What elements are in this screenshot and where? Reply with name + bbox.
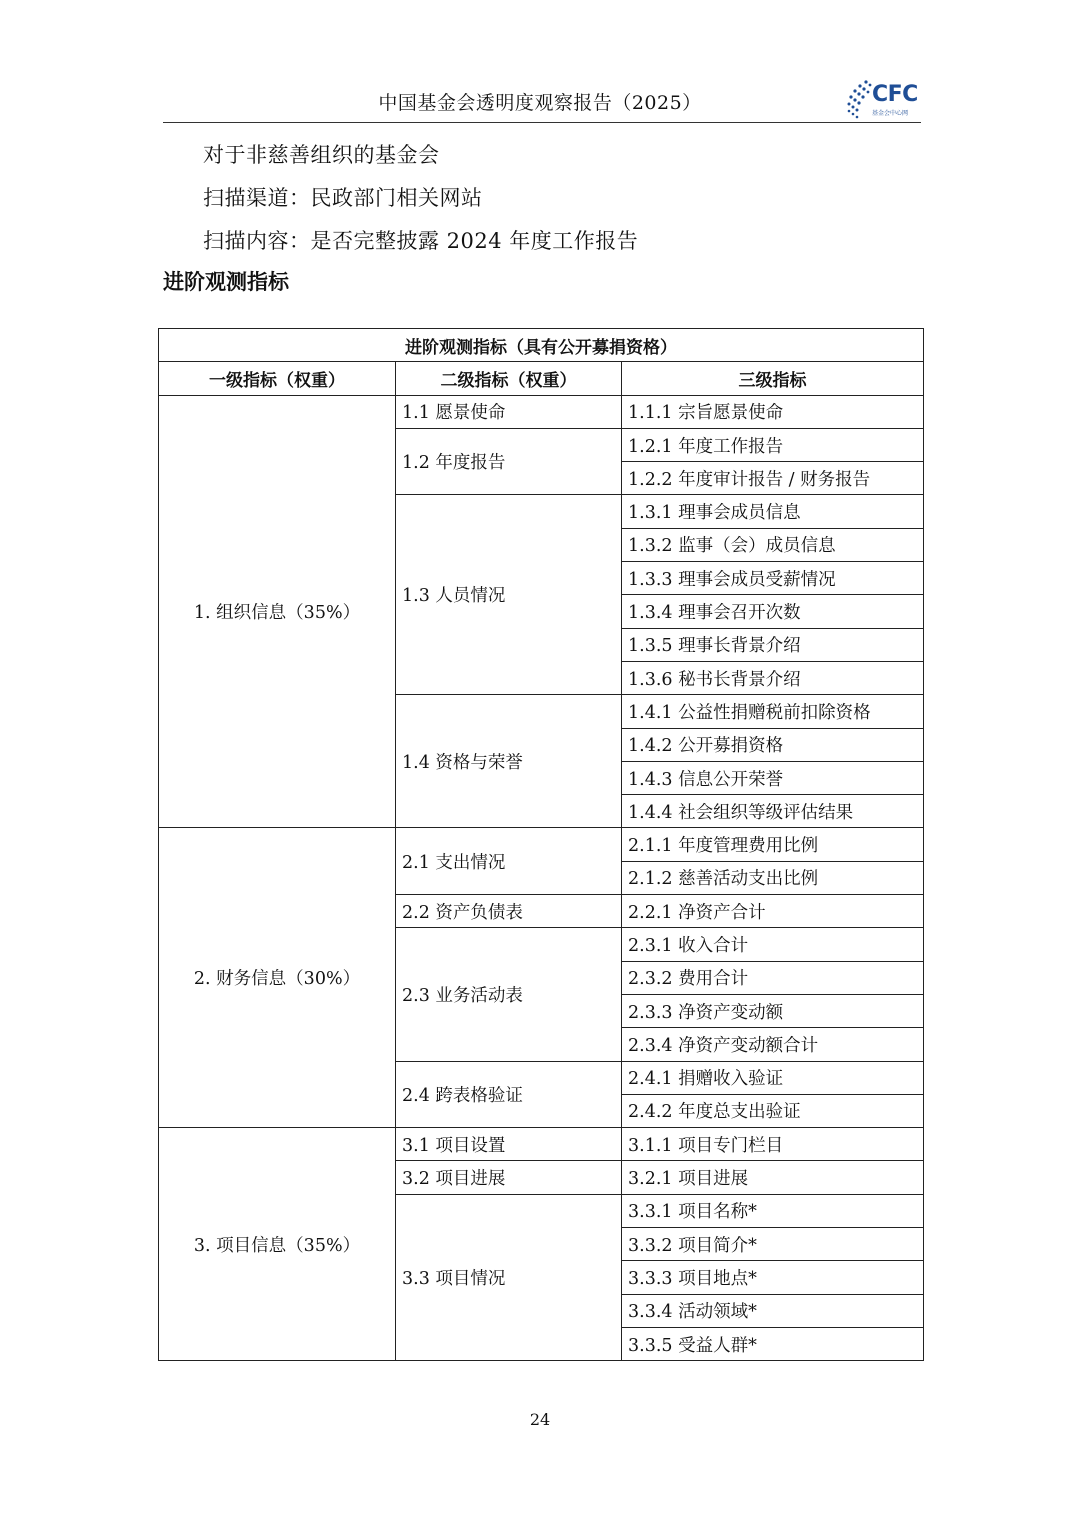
level3-cell: 2.3.4 净资产变动额合计 (622, 1028, 924, 1061)
indicator-table (158, 328, 924, 1361)
level3-cell: 3.3.3 项目地点* (622, 1261, 924, 1294)
header-rule (163, 122, 921, 123)
level3-cell: 1.3.2 监事（会）成员信息 (622, 528, 924, 561)
logo-dots-icon (846, 78, 874, 122)
level2-cell: 2.1 支出情况 (396, 828, 622, 895)
level2-cell: 1.4 资格与荣誉 (396, 695, 622, 828)
level3-cell: 2.4.2 年度总支出验证 (622, 1094, 924, 1127)
level3-cell: 1.4.1 公益性捐赠税前扣除资格 (622, 695, 924, 728)
level2-cell: 3.2 项目进展 (396, 1161, 622, 1194)
level2-cell: 1.1 愿景使命 (396, 395, 622, 428)
table-caption: 进阶观测指标（具有公开募捐资格） (159, 329, 924, 362)
header-level3: 三级指标 (622, 362, 924, 395)
paragraph-scan-content: 扫描内容：是否完整披露 2024 年度工作报告 (203, 229, 639, 253)
level3-cell: 1.2.1 年度工作报告 (622, 428, 924, 461)
level3-cell: 2.1.1 年度管理费用比例 (622, 828, 924, 861)
logo-wordmark: CFC (872, 82, 918, 107)
level3-cell: 2.1.2 慈善活动支出比例 (622, 861, 924, 894)
level3-cell: 1.3.6 秘书长背景介绍 (622, 661, 924, 694)
level3-cell: 2.2.1 净资产合计 (622, 895, 924, 928)
level3-cell: 2.3.1 收入合计 (622, 928, 924, 961)
section-heading: 进阶观测指标 (163, 270, 289, 294)
level2-cell: 3.1 项目设置 (396, 1128, 622, 1161)
level2-cell: 2.2 资产负债表 (396, 895, 622, 928)
cfc-logo (846, 78, 921, 122)
level3-cell: 3.3.5 受益人群* (622, 1327, 924, 1360)
running-header-title: 中国基金会透明度观察报告（2025） (378, 92, 702, 114)
level1-cell: 1. 组织信息（35%） (159, 395, 396, 828)
level3-cell: 1.4.3 信息公开荣誉 (622, 761, 924, 794)
level3-cell: 1.3.1 理事会成员信息 (622, 495, 924, 528)
level3-cell: 1.2.2 年度审计报告 / 财务报告 (622, 462, 924, 495)
level3-cell: 1.1.1 宗旨愿景使命 (622, 395, 924, 428)
logo-subtitle: 基金会中心网 (872, 110, 909, 117)
level3-cell: 1.4.4 社会组织等级评估结果 (622, 795, 924, 828)
level3-cell: 1.3.3 理事会成员受薪情况 (622, 562, 924, 595)
level3-cell: 3.3.4 活动领域* (622, 1294, 924, 1327)
level3-cell: 2.3.2 费用合计 (622, 961, 924, 994)
level3-cell: 2.4.1 捐赠收入验证 (622, 1061, 924, 1094)
level2-cell: 2.3 业务活动表 (396, 928, 622, 1061)
level1-cell: 2. 财务信息（30%） (159, 828, 396, 1128)
table-row (159, 1128, 924, 1161)
level2-cell: 3.3 项目情况 (396, 1194, 622, 1360)
paragraph-foundation-type: 对于非慈善组织的基金会 (203, 143, 440, 167)
level2-cell: 1.2 年度报告 (396, 428, 622, 495)
level3-cell: 2.3.3 净资产变动额 (622, 994, 924, 1027)
level3-cell: 3.3.1 项目名称* (622, 1194, 924, 1227)
table-row (159, 395, 924, 428)
page-number: 24 (529, 1410, 551, 1429)
level1-cell: 3. 项目信息（35%） (159, 1128, 396, 1361)
header-level2: 二级指标（权重） (396, 362, 622, 395)
level3-cell: 3.1.1 项目专门栏目 (622, 1128, 924, 1161)
table-caption-row (159, 329, 924, 362)
level2-cell: 1.3 人员情况 (396, 495, 622, 695)
level2-cell: 2.4 跨表格验证 (396, 1061, 622, 1128)
level3-cell: 3.2.1 项目进展 (622, 1161, 924, 1194)
level3-cell: 1.3.5 理事长背景介绍 (622, 628, 924, 661)
header-level1: 一级指标（权重） (159, 362, 396, 395)
table-header-row (159, 362, 924, 395)
level3-cell: 1.4.2 公开募捐资格 (622, 728, 924, 761)
table-row (159, 828, 924, 861)
level3-cell: 1.3.4 理事会召开次数 (622, 595, 924, 628)
paragraph-scan-channel: 扫描渠道：民政部门相关网站 (203, 186, 483, 210)
level3-cell: 3.3.2 项目简介* (622, 1228, 924, 1261)
